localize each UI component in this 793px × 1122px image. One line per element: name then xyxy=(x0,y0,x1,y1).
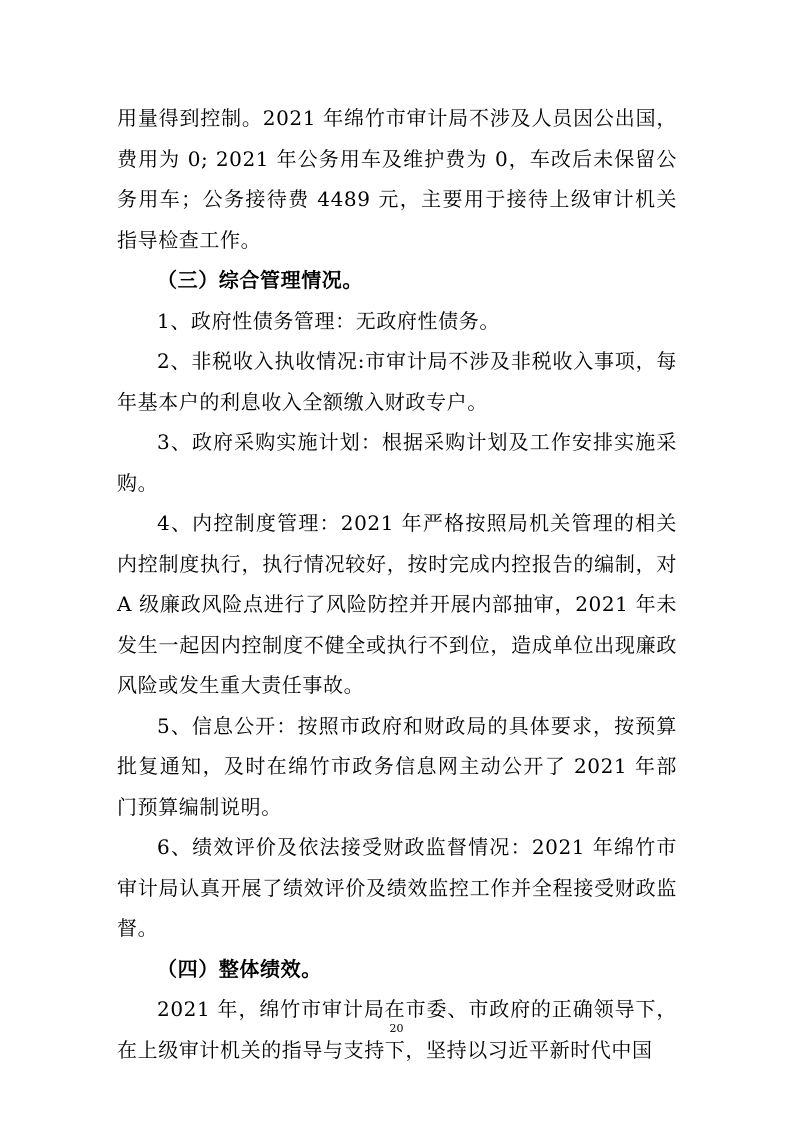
paragraph-procurement-plan: 3、政府采购实施计划：根据采购计划及工作安排实施采购。 xyxy=(117,430,677,495)
paragraph-government-debt: 1、政府性债务管理：无政府性债务。 xyxy=(157,308,500,333)
paragraph-non-tax-revenue: 2、非税收入执收情况:市审计局不涉及非税收入事项，每年基本户的利息收入全额缴入财政专户。 xyxy=(117,349,677,414)
page-number: 20 xyxy=(389,1022,404,1035)
paragraph-internal-control: 4、内控制度管理：2021 年严格按照局机关管理的相关内控制度执行，执行情况较好，按时完成内控报告的编制，对 A 级廉政风险点进行了风险防控并开展内部抽审，2021 年未发生一起因内控制度不健全或执行不到位，造成单位出现廉政风险或发生重大责任事故。 xyxy=(117,511,677,697)
paragraph-public-expenses: 用量得到控制。2021 年绵竹市审计局不涉及人员因公出国，费用为 0; 2021 年公务用车及维护费为 0，车改后未保留公务用车；公务接待费 4489 元，主要用于接待上级审计机关指导检查工作。 xyxy=(117,106,677,252)
section-heading-overall-performance: （四）整体绩效。 xyxy=(157,956,322,981)
paragraph-overall-performance: 2021 年，绵竹市审计局在市委、市政府的正确领导下，在上级审计机关的指导与支持下，坚持以习近平新时代中国 xyxy=(117,997,677,1062)
paragraph-information-disclosure: 5、信息公开：按照市政府和财政局的具体要求，按预算批复通知，及时在绵竹市政务信息网主动公开了 2021 年部门预算编制说明。 xyxy=(117,713,677,819)
paragraph-performance-evaluation: 6、绩效评价及依法接受财政监督情况：2021 年绵竹市审计局认真开展了绩效评价及绩效监控工作并全程接受财政监督。 xyxy=(117,835,677,940)
section-heading-comprehensive-management: （三）综合管理情况。 xyxy=(157,268,363,292)
document-body xyxy=(117,98,677,1070)
